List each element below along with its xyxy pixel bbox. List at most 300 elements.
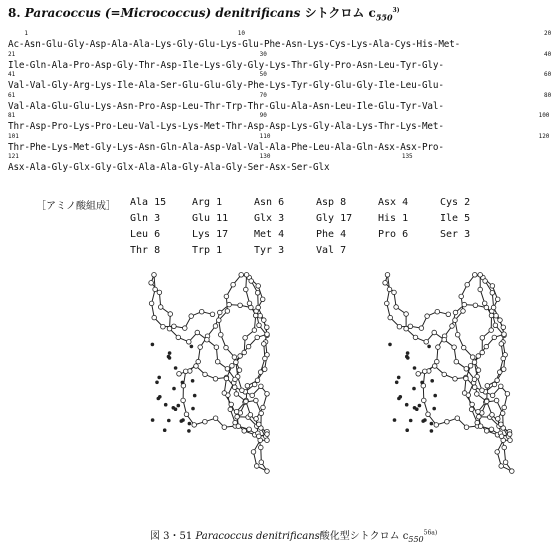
alpha-carbon-atom (222, 391, 227, 396)
alpha-carbon-atom (470, 402, 475, 407)
alpha-carbon-atom (251, 450, 256, 455)
alpha-carbon-atom (476, 409, 481, 414)
alpha-carbon-atom (237, 368, 242, 373)
alpha-carbon-atom (265, 332, 270, 337)
sequence-row (8, 133, 552, 155)
residue-number: 1 (24, 30, 29, 37)
alpha-carbon-atom (260, 297, 265, 302)
alpha-carbon-atom (198, 345, 203, 350)
alpha-carbon-atom (257, 422, 262, 427)
composition-item: Val 7 (316, 245, 347, 256)
alpha-carbon-atom (249, 279, 254, 284)
residue-number: 20 (544, 30, 552, 37)
heme-atom (167, 419, 171, 423)
heme-atom (413, 366, 417, 370)
backbone-trace (385, 275, 512, 471)
alpha-carbon-atom (470, 355, 475, 360)
sequence-line: Ac-Asn-Glu-Gly-Asp-Ala-Ala-Lys-Gly-Glu-Lys-Glu-Phe-Asn-Lys-Cys-Lys-Ala-Cys-His-Met- (8, 39, 461, 50)
figure-caption-subscript: 550 (408, 535, 424, 544)
alpha-carbon-atom (243, 336, 248, 341)
alpha-carbon-atom (183, 369, 188, 374)
alpha-carbon-atom (255, 378, 260, 383)
residue-number: 81 (8, 112, 16, 119)
alpha-carbon-atom (152, 273, 157, 278)
alpha-carbon-atom (235, 415, 240, 420)
alpha-carbon-atom (184, 412, 189, 417)
alpha-carbon-atom (218, 310, 223, 315)
alpha-carbon-atom (383, 281, 388, 286)
alpha-carbon-atom (464, 425, 469, 430)
alpha-carbon-atom (189, 314, 194, 319)
alpha-carbon-atom (461, 309, 466, 314)
alpha-carbon-atom (259, 460, 264, 465)
heme-atom (430, 422, 434, 426)
alpha-carbon-atom (257, 434, 262, 439)
composition-item: Met 4 (254, 229, 285, 240)
alpha-carbon-atom (157, 290, 162, 295)
alpha-carbon-atom (478, 273, 483, 278)
heme-atom (191, 379, 195, 383)
residue-number: 90 (259, 112, 267, 119)
heme-atom (172, 406, 176, 410)
alpha-carbon-atom (259, 384, 264, 389)
alpha-carbon-atom (480, 350, 485, 355)
composition-item: Asx 4 (378, 197, 409, 208)
alpha-carbon-atom (239, 273, 244, 278)
alpha-carbon-atom (224, 345, 229, 350)
residue-number: 101 (8, 132, 19, 140)
alpha-carbon-atom (254, 417, 259, 422)
alpha-carbon-atom (265, 432, 270, 437)
alpha-carbon-atom (452, 345, 457, 350)
composition-item: Arg 1 (192, 197, 223, 208)
alpha-carbon-atom (259, 445, 264, 450)
alpha-carbon-atom (478, 424, 483, 429)
alpha-carbon-atom (453, 377, 458, 382)
alpha-carbon-atom (228, 407, 233, 412)
alpha-carbon-atom (194, 364, 199, 369)
alpha-carbon-atom (397, 324, 402, 329)
alpha-carbon-atom (489, 427, 494, 432)
alpha-carbon-atom (234, 392, 239, 397)
alpha-carbon-atom (482, 301, 487, 306)
heading-reference: 3) (392, 7, 400, 14)
alpha-carbon-atom (464, 367, 469, 372)
alpha-carbon-atom (232, 355, 237, 360)
organism-name-suffix: ) denitrificans (205, 6, 301, 20)
protein-name: シトクロム c (304, 6, 376, 20)
alpha-carbon-atom (455, 332, 460, 337)
alpha-carbon-atom (230, 364, 235, 369)
heme-atom (405, 403, 409, 407)
residue-number: 80 (544, 91, 552, 99)
heme-atom (430, 379, 434, 383)
alpha-carbon-atom (213, 416, 218, 421)
alpha-carbon-atom (394, 305, 399, 310)
alpha-carbon-atom (425, 314, 430, 319)
residue-number: 70 (259, 91, 267, 99)
alpha-carbon-atom (183, 326, 188, 331)
figure-number: 図 3・51 (150, 531, 193, 542)
alpha-carbon-atom (253, 313, 258, 318)
alpha-carbon-atom (473, 273, 478, 278)
alpha-carbon-atom (246, 344, 251, 349)
heme-atom (190, 345, 194, 349)
alpha-carbon-atom (503, 460, 508, 465)
alpha-carbon-atom (153, 287, 158, 292)
heme-atom (395, 381, 399, 385)
alpha-carbon-atom (265, 469, 270, 474)
alpha-carbon-atom (499, 342, 504, 347)
alpha-carbon-atom (494, 398, 499, 403)
alpha-carbon-atom (502, 405, 507, 410)
alpha-carbon-atom (205, 337, 210, 342)
alpha-carbon-atom (242, 350, 247, 355)
alpha-carbon-atom (468, 364, 473, 369)
heme-atom (433, 394, 437, 398)
alpha-carbon-atom (461, 345, 466, 350)
alpha-carbon-atom (442, 372, 447, 377)
heme-atom (187, 429, 191, 433)
alpha-carbon-atom (499, 464, 504, 469)
alpha-carbon-atom (510, 469, 515, 474)
composition-item: Pro 6 (378, 229, 409, 240)
alpha-carbon-atom (238, 354, 243, 359)
alpha-carbon-atom (462, 391, 467, 396)
residue-number: 40 (544, 50, 552, 58)
alpha-carbon-atom (434, 423, 439, 428)
alpha-carbon-atom (224, 294, 229, 299)
alpha-carbon-atom (498, 318, 503, 323)
alpha-carbon-atom (475, 392, 480, 397)
residue-number: 21 (8, 50, 16, 58)
alpha-carbon-atom (231, 282, 236, 287)
alpha-carbon-atom (491, 305, 496, 310)
heme-atom (432, 407, 436, 411)
heme-atom (423, 418, 427, 422)
heme-atom (163, 428, 167, 432)
alpha-carbon-atom (494, 313, 499, 318)
alpha-carbon-atom (424, 340, 429, 345)
sequence-line: Val-Ala-Glu-Glu-Lys-Asn-Pro-Asp-Leu-Thr-Trp-Thr-Glu-Ala-Asn-Leu-Ile-Glu-Tyr-Val- (8, 100, 444, 112)
alpha-carbon-atom (244, 287, 249, 292)
alpha-carbon-atom (388, 315, 393, 320)
alpha-carbon-atom (213, 377, 218, 382)
heme-atom (188, 422, 192, 426)
heme-atom (405, 355, 409, 359)
heme-atom (405, 428, 409, 432)
heme-atom (164, 403, 168, 407)
alpha-carbon-atom (476, 368, 481, 373)
alpha-carbon-atom (254, 464, 259, 469)
alpha-carbon-atom (445, 419, 450, 424)
alpha-carbon-atom (450, 324, 455, 329)
alpha-carbon-atom (158, 305, 163, 310)
stereo-view (149, 273, 270, 474)
protein-subscript: 550 (375, 12, 393, 23)
alpha-carbon-atom (252, 328, 257, 333)
alpha-carbon-atom (489, 328, 494, 333)
heme-atom (418, 404, 422, 408)
alpha-carbon-atom (404, 312, 409, 317)
alpha-carbon-atom (149, 301, 154, 306)
alpha-carbon-atom (227, 302, 232, 307)
alpha-carbon-atom (493, 323, 498, 328)
alpha-carbon-atom (496, 417, 501, 422)
alpha-carbon-atom (490, 413, 495, 418)
composition-item: Asn 6 (254, 197, 285, 208)
alpha-carbon-atom (176, 335, 181, 340)
heme-atom (168, 351, 172, 355)
alpha-carbon-atom (408, 324, 413, 329)
alpha-carbon-atom (192, 423, 197, 428)
sequence-row (8, 92, 552, 114)
alpha-carbon-atom (485, 384, 490, 389)
alpha-carbon-atom (181, 398, 186, 403)
figure-caption-reference: 56a) (423, 529, 438, 537)
sequence-row (8, 153, 552, 175)
alpha-carbon-atom (501, 356, 506, 361)
alpha-carbon-atom (215, 359, 220, 364)
alpha-carbon-atom (472, 385, 477, 390)
section-heading (8, 4, 400, 22)
alpha-carbon-atom (462, 302, 467, 307)
stereo-structure-drawing (70, 265, 540, 515)
alpha-carbon-atom (502, 445, 507, 450)
sequence-line: Thr-Phe-Lys-Met-Gly-Lys-Asn-Gln-Ala-Asp-Val-Val-Ala-Phe-Leu-Ala-Gln-Asx-Asx-Pro- (8, 141, 444, 153)
composition-item: Glu 11 (192, 213, 229, 224)
alpha-carbon-atom (499, 434, 504, 439)
alpha-carbon-atom (152, 315, 157, 320)
organism-synonym: Micrococcus (120, 6, 206, 20)
heme-atom (177, 404, 181, 408)
alpha-carbon-atom (454, 359, 459, 364)
alpha-carbon-atom (187, 340, 192, 345)
alpha-carbon-atom (236, 424, 241, 429)
alpha-carbon-atom (242, 429, 247, 434)
heme-atom (181, 381, 185, 385)
heme-atom (172, 387, 176, 391)
heme-atom (406, 351, 410, 355)
alpha-carbon-atom (252, 382, 257, 387)
alpha-carbon-atom (161, 324, 166, 329)
section-number: 8. (8, 6, 21, 20)
heme-atom (393, 418, 397, 422)
alpha-carbon-atom (499, 384, 504, 389)
alpha-carbon-atom (257, 323, 262, 328)
heme-atom (174, 366, 178, 370)
alpha-carbon-atom (217, 318, 222, 323)
heme-atom (413, 406, 417, 410)
alpha-carbon-atom (435, 309, 440, 314)
residue-number: 120 (538, 132, 550, 140)
sequence-line: Thr-Asp-Pro-Lys-Pro-Leu-Val-Lys-Lys-Met-Thr-Asp-Asp-Lys-Gly-Ala-Lys-Thr-Lys-Met- (8, 121, 444, 132)
heme-atom (388, 343, 392, 347)
alpha-carbon-atom (472, 377, 477, 382)
alpha-carbon-atom (490, 284, 495, 289)
residue-number: 121 (8, 153, 19, 160)
alpha-carbon-atom (404, 326, 409, 331)
alpha-carbon-atom (495, 450, 500, 455)
alpha-carbon-atom (199, 309, 204, 314)
alpha-carbon-atom (248, 413, 253, 418)
alpha-carbon-atom (255, 291, 260, 296)
heme-atom (181, 418, 185, 422)
figure-caption-rest: 酸化型シトクロム c (319, 531, 409, 542)
sequence-line: Val-Val-Gly-Arg-Lys-Ile-Ala-Ser-Glu-Glu-Gly-Phe-Lys-Tyr-Gly-Glu-Gly-Ile-Leu-Glu- (8, 80, 444, 91)
residue-number: 110 (259, 132, 271, 140)
composition-item: Thr 8 (130, 245, 161, 256)
residue-number: 130 (259, 153, 271, 160)
heme-atom (151, 418, 155, 422)
alpha-carbon-atom (492, 335, 497, 340)
alpha-carbon-atom (233, 377, 238, 382)
alpha-carbon-atom (500, 411, 505, 416)
alpha-carbon-atom (238, 303, 243, 308)
alpha-carbon-atom (432, 330, 437, 335)
composition-item: Asp 8 (316, 197, 347, 208)
sequence-row (8, 71, 552, 93)
stereo-structure-figure (70, 265, 540, 515)
composition-item: Trp 1 (192, 245, 223, 256)
alpha-carbon-atom (477, 415, 482, 420)
alpha-carbon-atom (265, 392, 270, 397)
alpha-carbon-atom (244, 273, 249, 278)
alpha-carbon-atom (256, 284, 261, 289)
alpha-carbon-atom (258, 370, 263, 375)
sequence-row (8, 30, 552, 52)
figure-organism: Paracoccus denitrificans (195, 531, 320, 542)
alpha-carbon-atom (484, 399, 489, 404)
composition-item: Glx 3 (254, 213, 285, 224)
sequence-line: Ile-Gln-Ala-Pro-Asp-Gly-Thr-Asp-Ile-Lys-Gly-Gly-Lys-Thr-Gly-Pro-Asn-Leu-Tyr-Gly- (8, 59, 444, 71)
alpha-carbon-atom (464, 376, 469, 381)
alpha-carbon-atom (195, 330, 200, 335)
heme-atom (412, 387, 416, 391)
heme-atom (420, 381, 424, 385)
alpha-carbon-atom (502, 332, 507, 337)
alpha-carbon-atom (480, 388, 485, 393)
residue-number: 41 (8, 71, 16, 78)
organism-name-prefix: Paracoccus (= (24, 6, 121, 20)
composition-item: His 1 (378, 213, 409, 224)
residue-number: 30 (259, 50, 267, 58)
alpha-carbon-atom (490, 291, 495, 296)
sequence-line: Asx-Ala-Gly-Glx-Gly-Glx-Ala-Ala-Gly-Ala-Gly-Ser-Asx-Ser-Glx (8, 162, 330, 173)
heme-atom (397, 397, 401, 401)
alpha-carbon-atom (495, 378, 500, 383)
alpha-carbon-atom (484, 344, 489, 349)
alpha-carbon-atom (473, 303, 478, 308)
composition-item: Lys 17 (192, 229, 229, 240)
alpha-carbon-atom (453, 310, 458, 315)
alpha-carbon-atom (224, 376, 229, 381)
alpha-carbon-atom (484, 429, 489, 434)
residue-number: 61 (8, 91, 16, 99)
stereo-view (383, 273, 514, 474)
alpha-carbon-atom (480, 336, 485, 341)
alpha-carbon-atom (262, 367, 267, 372)
alpha-carbon-atom (476, 354, 481, 359)
alpha-carbon-atom (254, 398, 259, 403)
alpha-carbon-atom (225, 367, 230, 372)
composition-item: Gln 3 (130, 213, 161, 224)
alpha-carbon-atom (385, 273, 390, 278)
alpha-carbon-atom (222, 425, 227, 430)
alpha-carbon-atom (436, 345, 441, 350)
alpha-carbon-atom (262, 342, 267, 347)
alpha-carbon-atom (465, 282, 470, 287)
alpha-carbon-atom (432, 364, 437, 369)
alpha-carbon-atom (423, 369, 428, 374)
heme-atom (151, 343, 155, 347)
alpha-carbon-atom (247, 301, 252, 306)
alpha-carbon-atom (442, 337, 447, 342)
alpha-carbon-atom (196, 359, 201, 364)
heme-atom (167, 355, 171, 359)
alpha-carbon-atom (459, 294, 464, 299)
alpha-carbon-atom (256, 305, 261, 310)
composition-label: ［アミノ酸組成］ (36, 201, 116, 212)
composition-item: Leu 6 (130, 229, 161, 240)
alpha-carbon-atom (435, 359, 440, 364)
alpha-carbon-atom (508, 438, 513, 443)
alpha-carbon-atom (472, 360, 477, 365)
composition-item: Tyr 3 (254, 245, 285, 256)
alpha-carbon-atom (225, 309, 230, 314)
composition-item: Cys 2 (440, 197, 471, 208)
heme-atom (157, 397, 161, 401)
heme-atom (191, 407, 195, 411)
alpha-carbon-atom (492, 382, 497, 387)
alpha-carbon-atom (453, 318, 458, 323)
alpha-carbon-atom (177, 372, 182, 377)
alpha-carbon-atom (214, 345, 219, 350)
residue-number: 10 (237, 30, 245, 37)
alpha-carbon-atom (495, 297, 500, 302)
alpha-carbon-atom (250, 393, 255, 398)
alpha-carbon-atom (385, 301, 390, 306)
alpha-carbon-atom (265, 325, 270, 330)
alpha-carbon-atom (172, 324, 177, 329)
residue-number: 50 (259, 71, 267, 78)
alpha-carbon-atom (168, 312, 173, 317)
alpha-carbon-atom (258, 313, 263, 318)
alpha-carbon-atom (259, 411, 264, 416)
alpha-carbon-atom (392, 290, 397, 295)
alpha-carbon-atom (419, 326, 424, 331)
alpha-carbon-atom (489, 313, 494, 318)
alpha-carbon-atom (413, 335, 418, 340)
alpha-carbon-atom (149, 281, 154, 286)
alpha-carbon-atom (469, 407, 474, 412)
alpha-carbon-atom (490, 393, 495, 398)
alpha-carbon-atom (507, 432, 512, 437)
composition-item: Phe 4 (316, 229, 347, 240)
alpha-carbon-atom (247, 427, 252, 432)
sequence-row (8, 112, 552, 134)
alpha-carbon-atom (499, 422, 504, 427)
residue-number: 100 (538, 112, 550, 119)
alpha-carbon-atom (240, 388, 245, 393)
alpha-carbon-atom (426, 412, 431, 417)
residue-number: 135 (401, 153, 413, 160)
alpha-carbon-atom (455, 416, 460, 421)
heme-atom (193, 394, 197, 398)
alpha-carbon-atom (262, 318, 267, 323)
alpha-carbon-atom (478, 287, 483, 292)
alpha-carbon-atom (416, 372, 421, 377)
